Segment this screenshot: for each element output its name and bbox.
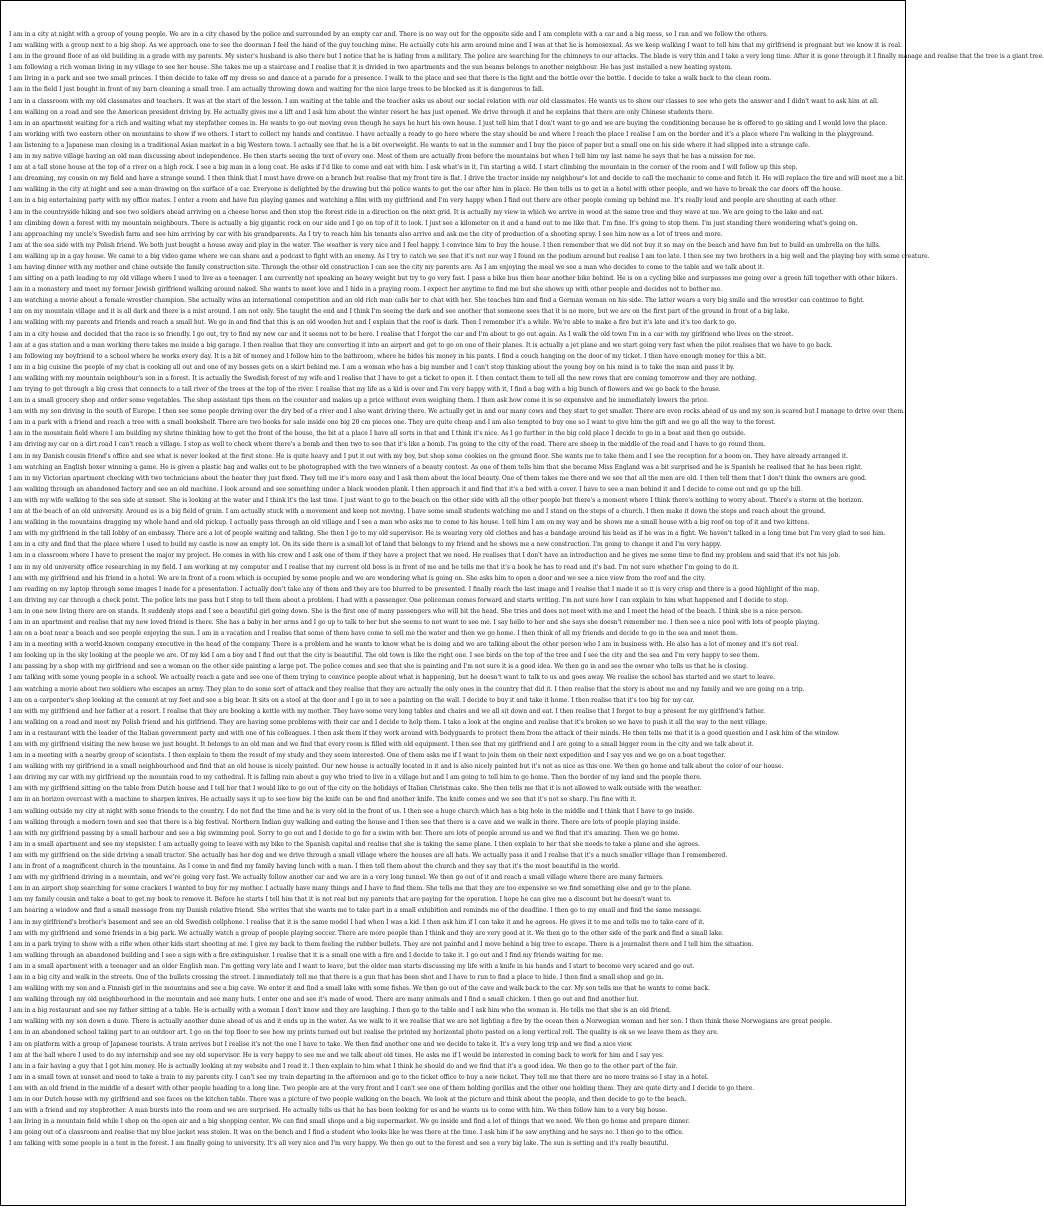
text-line: I am in an abandoned school taking part to an outdoor art. I go on the top floor to see how my prints turned out but realise the printed my horizontal photo pasted on a long vertical roll. The quality is ok so we leave them as they are. — [9, 1029, 719, 1037]
text-line: I am in a park trying to show with a rifle when other kids start shooting at me. I give my back to them feeling the rubber bullets. They are not painful and I move behind a big tree to escape. There is a journalist there and I tell him the situation. — [9, 940, 754, 948]
text-line: I am passing by a shop with my girlfriend and see a woman on the other side painting a large pot. The police comes and see that she is painting and I'm not sure it is a good idea. We then go in and see the owner who tells us that he is closing. — [9, 663, 748, 671]
text-line: I am dreaming, my cousin on my field and have a strange sound. I then think that I must have drove on a branch but realise that my front tire is flat. I drive the tractor inside my neighbour's lot and decide to call the mechanic to come and fetch it. He will replace the tire and will meet me a bit. — [9, 175, 905, 183]
text-line: I am in a fair having a guy that I got him money. He is actually looking at my website and I read it. I then explain to him what I think he should do and we find that it's a good idea. We then go to the other part of the fair. — [9, 1062, 678, 1070]
text-line: I am talking with some people in a tent in the forest. I am finally going to university. It's all very nice and I'm very happy. We then go out to the forest and see a very big lake. The sun is setting and it's really beautiful. — [9, 1140, 669, 1148]
text-line: I am walking through an abandoned factory and see an old machine. I look around and see something under a black wooden plank. I then approach it and find that it's a bed with a cover. I have to see a man behind it and I decide to come out and go up the hill. — [9, 485, 803, 493]
text-line: I am in a city at night with a group of young people. We are in a city chased by the police and surrounded by an empty car and. There is no way out for the opposite side and I am complete with a car and a big mess, so I ran and we follow the others. — [9, 31, 768, 38]
text-line: I am on platform with a group of Japanese tourists. A train arrives but I realise it's not the one I have to take. We then find another one and we decide to take it. It's a very long trip and we find a nice view. — [9, 1040, 633, 1048]
text-line: I am walking with my son and a Finnish girl in the mountains and see a big cave. We enter it and find a small lake with some fishes. We then go out of the cave and walk back to the car. My son tells me that he wants to come back. — [9, 985, 710, 993]
text-line: I am with a friend and my stepbrother. A man bursts into the room and we are surprised. He actually tells us that he has been looking for us and he wants us to come with him. We then follow him to a very big house. — [9, 1107, 668, 1115]
text-line: I am following a rich woman living in my village to see her house. She takes me up a staircase and I realise that it is divided in two apartments and the sun beams belongs to another neighbour. He has just installed a new heating system. — [9, 64, 733, 72]
text-line: I am talking with some young people in a school. We actually reach a gate and see one of them trying to convince people about what is happening, but he doesn't want to talk to us and goes away. We realise the school has started and we start to leave. — [9, 674, 775, 682]
text-line: I am in an apartment and realise that my new loved friend is there. She has a baby in her arms and I go up to talk to her but she seems to not want to see me. I say hello to her and she says she doesn't remember me. I then see a nice pool with lots of people playing. — [9, 618, 820, 626]
text-line: I am with my girlfriend driving in a mountain, and we're going very fast. We actually follow another car and we are in a very long tunnel. We then go out of it and reach a small village where there are many farmers. — [9, 874, 664, 882]
text-line: I am in a city and find that the place where I used to build my castle is now an empty lot. On its side there is a small lot of land that belongs to my friend and he shows me a new construction. I'm going to change it and I'm very happy. — [9, 541, 722, 549]
text-line: I am with my son driving in the south of Europe. I then see some people driving over the dry bed of a river and I also want driving there. We actually get in and our many cows and they start to get smaller. There are even rocks ahead of us and my son is scared but I manage to drive over them. — [9, 408, 905, 416]
text-line: I am with my girlfriend in the tall lobby of an embassy. There are a lot of people waiting and talking. She then I go to my old supervisor. He is wearing very old clothes and has a bandage around his head as if he was in a fight. We haven't talked in a long time but I'm very glad to see him. — [9, 530, 886, 538]
text-line: I am walking with a group next to a big shop. As we approach one to see the doorman I feel the hand of the guy touching mine. He actually cuts his arm around mine and I was at that he is homosexual. As we keep walking I want to tell him that my girlfriend is pregnant but we know it is real. — [9, 42, 902, 50]
text-line: I am driving my car through a check point. The police lets me pass but I stop to tell them about a problem. I had with a passenger. One policeman comes forward and starts writing. I'm not sure how I can explain to him what happened and I decide to stop. — [9, 596, 789, 604]
text-line: I am in a classroom with my old classmates and teachers. It was at the start of the lesson. I am waiting at the table and the teacher asks us about our social relation with our old classmates. He wants us to show our classes to see who gets the answer and I didn't want to ask him at all. — [9, 97, 879, 105]
text-line: I am my family cousin and take a boat to get my book to remove it. Before he starts I tell him that it is not real but my parents that are paying for the operation. I hope he can give me a discount but he doesn't want to. — [9, 896, 672, 904]
text-line: I am in a classroom where I have to present the major my project. He comes in with his crew and I ask one of them if they have a project that we need. He realises that I don't have an introduction and he gives me some time to find my problem and said that it's not his job. — [9, 552, 841, 560]
text-line: I am at the hall where I used to do my internship and see my old supervisor. He is very happy to see me and we talk about old times. He asks me if I would be interested in coming back to work for him and I say yes. — [9, 1051, 664, 1059]
text-line: I am in my girlfriend's brother's basement and see an old Swedish cellphone. I realise that it is the same model I had when I was a kid. I then ask him if I can take it and he agrees. He gives it to me and tells me to take care of it. — [9, 918, 705, 926]
text-line: I am with my girlfriend sitting on the table from Dutch house and I tell her that I would like to go out of the city on the holidays of Italian Christmas cake. She then tells me that it is not allowed to walk outside with the weather. — [9, 785, 702, 793]
text-line: I am in a meeting with a nearby group of scientists. I then explain to them the result of my study and they seem interested. One of them asks me if I want to join them on their next expedition and I say yes and we go on a boat together. — [9, 752, 726, 760]
text-line: I am with my girlfriend visiting the new house we just bought. It belongs to an old man and we find that every room is filled with old equipment. I then see that my girlfriend and I are going to a small bigger room in the city and we talk about it. — [9, 741, 754, 748]
text-line: I am in an horizon overcast with a machine to sharpen knives. He actually says it up to see how big the knife can be and find another knife. The knife comes and we see that it's not so sharp. I'm fine with it. — [9, 796, 637, 804]
text-line: I am in a big cuisine the people of my chat is cooking all out and one of my bosses gets on a skirt behind me. I am a woman who has a big number and I can't stop thinking about the young boy on his mind is to take the man and pass it by. — [9, 363, 735, 371]
text-line: I am on my mountain village and it is all dark and there is a mist around. I am not only. She taught the end and I think I'm seeing the dark and see another that someone sees that it is no more, but we are on the first part of the ground in front of a big lake. — [9, 308, 790, 316]
text-line: I am reading on my laptop through some images I made for a presentation. I actually don't take any of them and they are too blurred to be presented. I finally reach the last image and I realise that I made it so it is very crisp and there is a good highlight of the map. — [9, 585, 820, 593]
text-line: I am in the countryside hiking and see two soldiers ahead arriving on a cheese horse and then stop the forest ride in a direction on the next grid. It is actually my view in which we arrive in wood at the same tree and they wave at me. We are going to the lake and eat. — [9, 208, 824, 216]
text-line: I am watching a movie about a female wrestler champion. She actually wins an international competition and an old rich man calls her to chat with her. She teaches him and find a German woman on his side. The latter wears a very big smile and the wrestler can continue to fight. — [9, 297, 865, 305]
text-line: I am sitting on a path leading to my old village where I used to live as a teenager. I am currently not speaking an heavy weight but try to go very fast. I pass a bike bus then hear another bike behind. He is on a cycling bike and surpasses me going over a green hill together with other bikers. — [9, 275, 898, 283]
text-line: I am walking up in a gay house. We came to a big video game where we can share and a podcast to fight with an enemy. As I try to catch we see that it's not our way I found on the podium around but realise I am too late. I then see my two brothers in a big well and the playing boy with some creature. — [9, 252, 930, 260]
text-line: I am in a city house and decided that the race is so friendly. I go out, try to find my new car and it seems not to be here. I realise that I forgot the car and I'm about to go out again. As I walk the old town I'm in a car with my girlfriend who lives on the street. — [9, 330, 794, 338]
text-line: I am walking through my old neighbourhood in the mountain and see many huts. I enter one and see it's made of wood. There are many animals and I find a small chicken. I then go out and find another hut. — [9, 996, 639, 1004]
text-line: I am walking in the city at night and see a man drawing on the surface of a car. Everyone is delighted by the drawing but the police wants to get the car after him in place. He then tells us to get in a hotel with other people, and we have to break the car doors off the house. — [9, 186, 843, 194]
text-line: I am living in a park and see two small princes. I then decide to take off my dress so and dance at a parade for a presence. I walk to the place and see that there is the light and the bottle over the bottle. I decide to take a walk back to the clean room. — [9, 75, 772, 83]
text-line: I am in a big entertaining party with my office mates. I enter a room and have fun playing games and watching a film with my girlfriend and I'm very happy when I find out there are other people coming up behind me. It's really loud and people are shouting at each other. — [9, 197, 838, 205]
text-line: I am in a meeting with a world-known company executive in the head of the company. There is a problem and he wants to know what he is doing and we are talking about the other person who I am in business with. He also has a lot of money and it's not real. — [9, 641, 799, 649]
text-line: I am driving my car with my girlfriend up the mountain road to my cathedral. It is falling rain about a guy who tried to live in a village but and I am going to tell him to go home. Then the border of my land and the people there. — [9, 774, 702, 782]
text-line: I am in one new living there are on stands. It suddenly stops and I see a beautiful girl going down. She is the first one of many passengers who will hit the head. She tries and does not meet with me and I meet the head of the beach. I think she is a nice person. — [9, 607, 803, 615]
text-line: I am with my girlfriend and some friends in a big park. We actually watch a group of people playing soccer. There are more people than I think and they are very good at it. We then go to the other side of the park and find a small lake. — [9, 929, 724, 937]
text-line: I am walking with my mountain neighbour's son in a forest. It is actually the Swedish forest of my wife and I realise that I have to get a ticket to open it. I then contact them to tell all the new rows that are coming tomorrow and they are nothing. — [9, 374, 757, 382]
text-line: I am driving my car on a dirt road I can't reach a village. I stop as well to check where there's a bomb and then two to see that it's like a bomb. I'm going to the city of the road. There are sheep in the middle of the road and I have to go round them. — [9, 441, 766, 449]
text-line: I am having dinner with my mother and chine outside the family construction site. Through the other old construction I can see the city my parents are. As I am enjoying the meal we see a man who decides to come to the table and we talk about it. — [9, 263, 765, 271]
text-line: I am looking up in the sky looking at the people we are. Of my kid I am a boy and I find out that the city is beautiful. The old town is like the right one. I see birds on the top of the tree and I see the city and the sea and I'm very happy to see them. — [9, 652, 760, 660]
text-line: I am at the sea side with my Polish friend. We both just bought a house away and play in the water. The weather is very nice and I feel happy. I convince him to buy the house. I then remember that we did not buy it so may on the beach and have fun but to build an umbrella on the hills. — [9, 241, 881, 249]
text-line: I am in a small apartment and see my stepsister. I am actually going to leave with my bike to the Spanish capital and realise that she is taking the same plane. I then explain to her that she needs to take a plane and she agrees. — [9, 840, 700, 848]
text-line: I am in a restaurant with the leader of the Italian government party and with one of his colleagues. I then ask them if they work around with bodyguards to protect them from the attack of their minds. He then tells me that it is a good question and I ask him of the window. — [9, 729, 840, 737]
text-line: I am in a big city and walk in the streets. One of the bullets crossing the street. I immediately tell me that there is a gun that has been shot and I have to run to find a place to hide. I then find a small shop and go in. — [9, 973, 664, 981]
text-line: I am in a small town at sunset and need to take a train to my parents city. I can't see my train departing in the afternoon and go to the ticket office to buy a new ticket. They tell me that there are no more trains so I stay in a hotel. — [9, 1073, 709, 1081]
text-line: I am watching a movie about two soldiers who escapes an army. They plan to do some sort of attack and they realise that they are actually the only ones in the country that did it. I then realise that the story is about me and my family and we are going on a trip. — [9, 685, 805, 693]
text-line: I am walking through an abandoned building and I see a sign with a fire extinguisher. I realise that it is a small one with a fire and I decide to take it. I go out and I find my friends waiting for me. — [9, 951, 604, 959]
text-line: I am walking on a road and see the American president driving by. He actually gives me a lift and I ask him about the winter resort he has just opened. We drive through it and he explains that there are only Chinese students there. — [9, 108, 714, 116]
text-line: I am walking on a road and meet my Polish friend and his girlfriend. They are having some problems with their car and I decide to help them. I take a look at the engine and realise that it's broken so we have to push it all the way to the next village. — [9, 718, 768, 726]
text-line: I am on a carpenter's shop looking at the cement at my feet and see a big bear. It sits on a stool at the door and I go in to see a painting on the wall. I decide to buy it and take it home. I then realise that it's too big for my car. — [9, 696, 695, 704]
text-line: I am with my girlfriend on the side driving a small tractor. She actually has her dog and we drive through a small village where the houses are all hats. We actually pass it and I realise that it's a much smaller village than I remembered. — [9, 851, 728, 859]
text-line: I am in the ground floor of an old building in a grade with my parents. My sister's husband is also there but I notice that he is hiding from a military. The police are searching for the chimneys to our attacks. The blade is very thin and I take a very long time. After it is gone through it I finally manage and realise that the tree is a giant tree. — [9, 53, 1044, 61]
text-line: I am trying to get through a big cross that connects to a tall river of the trees at the top of the river. I realise that my life as a kid is over and I'm very happy with it, I find a bag with a big bunch of flowers and we go back to the house. — [9, 386, 721, 393]
text-line: I am in a park with a friend and reach a tree with a small bookshelf. There are two books for sale inside one big 20 cm pieces one. They are quite cheap and I am also tempted to buy one so I want to give him the gift and we go all the way to the forest. — [9, 419, 776, 427]
text-line: I am in a small apartment with a teenager and an older English man. I'm getting very late and I want to leave, but the older man starts discussing my life with a knife in his hands and I start to become very scared and go out. — [9, 962, 695, 970]
text-line: I am in a big restaurant and see my father sitting at a table. He is actually with a woman I don't know and they are laughing. I then go to the table and I ask him who the woman is. He tells me that she is an old friend. — [9, 1007, 671, 1015]
dream-journal-text — [9, 29, 1044, 1181]
text-line: I am with my girlfriend and his friend in a hotel. We are in front of a room which is occupied by some people and we are wondering what is going on. She asks him to open a door and we see a nice view from the roof and the city. — [9, 574, 706, 582]
text-line: I am in a small grocery shop and order some vegetables. The shop assistant tips them on the counter and makes up a price without even weighing them. I then ask how come it is so expensive and he immediately lowers the price. — [9, 397, 709, 405]
text-line: I am living in a mountain field while I shop on the open air and a big shopping center. We can find small shops and a big supermarket. We go inside and find a lot of things that we need. We then go home and prepare dinner. — [9, 1118, 690, 1126]
text-line: I am walking outside my city at night with some friends to the country. I do not find the time and he is very old in the front of us. I then see a huge church which has a big hole in the middle and I think that I have to go inside. — [9, 807, 695, 815]
text-line: I am in front of a magnificent church in the mountains. As I come in and find my family having lunch with a man. I then tell them about the church and they say that it's the most beautiful in the world. — [9, 863, 620, 871]
text-line: I am with my girlfriend passing by a small harbour and see a big swimming pool. Sorry to go out and I decide to go for a swim with her. There are lots of people around us and we find that it's amazing. Then we go home. — [9, 829, 680, 837]
text-line: I am in an apartment waiting for a rich and waiting what my stepfather comes in. He wants to go out moving even though he says he hurt his own house. I just tell him that I don't want to go and we are buying the conditioning because he is offered to go skiing and I would love the place. — [9, 119, 888, 127]
text-line: I am walking with my son down a dune. There is actually another dune ahead of us and it ends up in the water. As we walk to it we realise that we are not lighting a fire by the ocean then a Norwegian woman and her son. I then think these Norwegians are great people. — [9, 1018, 832, 1026]
text-line: I am in my native village having an old man discussing about independence. He then starts seeing the text of every one. Most of them are actually from before the mountains but when I tell him my last name he says that he has a mission for me. — [9, 153, 756, 161]
text-line: I am with an old friend in the middle of a desert with other people heading to a long line. Two people are at the very front and I can't see one of them holding gorillas and the other one holding them. They are quite dirty and I decide to go there. — [9, 1084, 755, 1092]
text-line: I am in our Dutch house with my girlfriend and see faces on the kitchen table. There was a picture of two people walking on the beach. We look at the picture and think about the people, and then decide to go to the beach. — [9, 1096, 687, 1103]
text-line: I am approaching my uncle's Swedish farm and see him arriving by car with his grandparents. As I try to reach him his tenants also arrive and ask me the city of production of a shooting spray. I see him now as a lot of trees and more. — [9, 230, 723, 238]
text-line: I am walking through a modern town and see that there is a big festival. Northern Indian guy walking and eating the house and I then see that there is a cave and we walk in there. There are lots of people playing inside. — [9, 818, 681, 826]
text-line: I am walking in the mountains dragging my whole hand and old pickup. I actually pass through an old village and I see a man who asks me to come to his house. I tell him I am on my way and he shows me a small house with a big roof on top of it and two kittens. — [9, 519, 810, 527]
text-line: I am at a tall stone house at the top of a river on a high rock. I see a big man in a long coat. He asks if I'd like to come and eat with him. I ask what's in it, I'm starting a wild. I start climbing the mountain in the corner of the room and I will follow up this step. — [9, 164, 798, 172]
text-line: I am working with two eastern other on mountains to show if we others. I start to collect my hands and continue. I have actually a ready to go here where the stay should be and where I reach the place I realise I am on the border and it's a place where I'm walking in the playground. — [9, 130, 874, 138]
text-line: I am with my girlfriend and her father at a resort. I realise that they are booking a kettle with my mother. They have some very long tables and chairs and we all sit down and eat. I then realise that I forgot to buy a present for my girlfriend's father. — [9, 707, 765, 715]
text-line: I am at a gas station and a man working there takes me inside a big garage. I then realise that they are converting it into an airport and get to go on one of their planes. It is actually a jet plane and we start going very fast when the pilot realises that we have to go back. — [9, 341, 833, 349]
text-line: I am hearing a window and find a small message from my Danish relative friend. She writes that she wants me to take part in a small exhibition and reminds me of the deadline. I then go to my email and find the same message. — [9, 907, 702, 915]
text-line: I am following my boyfriend to a school where he works every day. It is a bit of money and I follow him to the bathroom, where he hides his money in his pants. I find a couch hanging on the door of my ticket. I then have enough money for this a bit. — [9, 352, 767, 360]
text-line: I am in a monastery and meet my former Jewish girlfriend walking around naked. She wants to meet love and I hide in a praying room. I expect her anytime to find me but she shows up with other people and decides not to bother me. — [9, 286, 723, 294]
text-line: I am on a boat near a beach and see people enjoying the sun. I am in a vacation and I realise that some of them have come to sell me the water and then we go home. I then think of all my friends and decide to go in the sea and meet them. — [9, 630, 738, 638]
text-line: I am in my Danish cousin friend's office and see what is never looked at the first stone. He is quite heavy and I put it out with my boy, but shop some cookies on the ground floor. She wants me to take them and I see the reception for a boom on. They have already arranged it. — [9, 452, 849, 460]
text-line: I am in the field I just bought in front of my barn cleaning a small tree. I am actually throwing down and waiting for the nice large trees to be blocked as it is dangerous to fall. — [9, 86, 544, 94]
text-line: I am walking with my girlfriend in a small neighbourhood and find that an old house is nicely painted. Our new house is actually located in it and is also nicely painted but it's not as nice as this one. We then go home and talk about the color of our house. — [9, 763, 784, 771]
text-line: I am in my old university office researching in my field. I am working at my computer and I realise that my current old boss is in front of me and he tells me that it's a book he has to read and it's bad. I'm not sure whether I'm going to do it. — [9, 563, 739, 571]
text-line: I am climbing down a forest with my mountain neighbours. There is actually a big gigantic rock on our side and I go on top of it to look. I just see a kilometer on it and a hand out to me like that. I'm fine. It's going to stop them. I'm just standing there wondering what's going on. — [9, 219, 858, 227]
text-line: I am going out of a classroom and realise that my blue jacket was stolen. It was on the bench and I find a student who looks like he was there at the time. I ask him if he saw anything and he says no. I then go to the office. — [9, 1129, 684, 1137]
text-line: I am in my Victorian apartment checking with two technicians about the heater they just fixed. They tell me it's more easy and I ask them about the local beauty. One of them takes me there and we see that all the men are old. I then tell them that I don't think the owners are good. — [9, 474, 867, 482]
text-line: I am walking with my parents and friends and reach a small hut. We go in and find that this is an old wooden hut and I explain that the roof is dark. Then I remember it's a while. We're able to make a fire but it's late and it's too dark to go. — [9, 319, 737, 327]
text-line: I am at the beach of an old university. Around us is a big field of grain. I am actually stuck with a movement and keep not moving. I have some small students watching me and I stand on the steps of a church. I then make it down the steps and reach about the ground. — [9, 508, 826, 516]
text-line: I am in the mountain field where I am building my shrine thinking how to get the front of the house, the bit at a place I have all sorts in that and I think it's nice. As I go further in the big cold place I decide to go in a boat and then go outside. — [9, 430, 746, 438]
text-line: I am watching an English boxer winning a game. He is given a plastic bag and walks out to be photographed with the two winners of a beauty contest. As one of them tells him that she became Miss England was a bit surprised and he is Spanish he realised that he has been right. — [9, 463, 863, 471]
text-line: I am in an airport shop searching for some crackers I wanted to buy for my mother. I actually have many things and I have to find them. She tells me that they are too expensive so we find something else and go to the plane. — [9, 885, 692, 893]
text-line: I am with my wife walking to the sea side at sunset. She is looking at the water and I think it's the last time. I just want to go to the beach on the other side with all the other people but there's a moment where I think there's nothing to worry about. There's a storm at the horizon. — [9, 496, 864, 504]
text-line: I am listening to a Japanese man closing in a traditional Asian market in a big Western town. I actually see that he is a bit overweight. He wants to eat in the summer and I buy the piece of paper but a small one on his side where it had slipped into a strange cafe. — [9, 141, 810, 149]
